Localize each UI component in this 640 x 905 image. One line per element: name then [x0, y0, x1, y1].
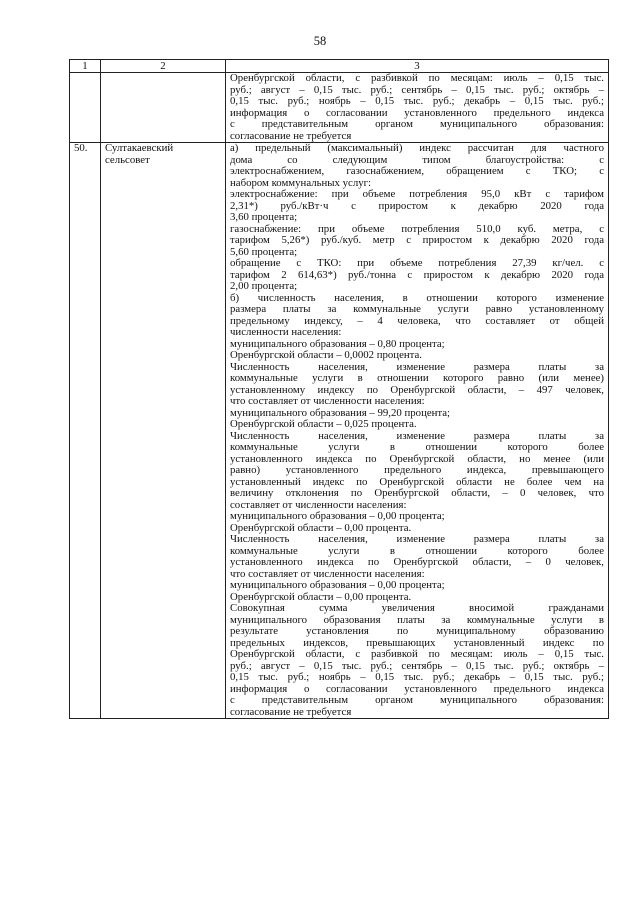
- text-line: руб.; август – 0,15 тыс. руб.; сентябрь – 0,15 тыс. руб.; октябрь –: [230, 83, 604, 96]
- row-number: 50.: [70, 143, 101, 719]
- table-row-50: [70, 143, 609, 719]
- text-line: с представительным органом муниципального образования:: [230, 118, 604, 130]
- text-line: муниципального образования – 99,20 процента;: [230, 406, 451, 419]
- text-line: набором коммунальных услуг:: [230, 176, 372, 189]
- text-line: равно) установленного предельного индекса, превышающего: [230, 464, 604, 476]
- text-line: 0,15 тыс. руб.; ноябрь – 0,15 тыс. руб.; декабрь – 0,15 тыс. руб.;: [230, 95, 604, 107]
- text-line: Оренбургской области – 0,0002 процента.: [230, 349, 422, 361]
- text-line: численности населения:: [230, 326, 342, 338]
- text-line: дома со следующим типом благоустройства: с: [230, 153, 604, 166]
- text-line: Оренбургской области – 0,025 процента.: [230, 418, 417, 430]
- text-line: муниципального образования платы за коммунальные услуги в: [230, 613, 604, 626]
- municipality-name-line-1: Султакаевский: [105, 142, 174, 154]
- text-line: Оренбургской области – 0,00 процента.: [230, 590, 412, 603]
- text-line: коммунальные услуги в отношении которого равно (или менее): [230, 372, 604, 384]
- text-line: Оренбургской области, с разбивкой по месяцам: июль – 0,15 тыс.: [230, 72, 604, 84]
- text-line: Численность населения, изменение размера платы за: [230, 429, 604, 442]
- text-line: установленный индекс по Оренбургской области не более чем на: [230, 475, 604, 488]
- text-line: согласование не требуется: [230, 129, 352, 142]
- text-line: с представительным органом муниципального образования:: [230, 694, 604, 706]
- text-line: коммунальные услуги в отношении которого более: [230, 544, 604, 557]
- text-line: что составляет от численности населения:: [230, 567, 425, 580]
- text-line: тарифом 5,26*) руб./куб. метр с приростом к декабрю 2020 года: [230, 234, 604, 246]
- column-header-3: 3: [226, 60, 609, 73]
- row-50-text-cell: [226, 143, 609, 719]
- text-line: составляет от численности населения:: [230, 498, 407, 511]
- continuation-row: [70, 73, 609, 143]
- text-line: б) численность населения, в отношении которого изменение: [230, 291, 604, 304]
- page-number: 58: [313, 34, 327, 48]
- text-line: 2,31*) руб./кВт·ч с приростом к декабрю 2020 года: [230, 199, 604, 212]
- text-line: 0,15 тыс. руб.; ноябрь – 0,15 тыс. руб.; декабрь – 0,15 тыс. руб.;: [230, 671, 604, 683]
- continuation-text-cell: [226, 73, 609, 143]
- text-line: Оренбургской области, с разбивкой по месяцам: июль – 0,15 тыс.: [230, 648, 604, 660]
- text-line: предельному индексу, – 4 человека, что составляет от общей: [230, 314, 604, 327]
- text-line: 2,00 процента;: [230, 280, 298, 292]
- text-line: установленного индекса по Оренбургской области, – 0 человек,: [230, 556, 604, 568]
- text-line: размера платы за коммунальные услуги равно установленному: [230, 303, 604, 315]
- text-line: муниципального образования – 0,80 процента;: [230, 337, 445, 350]
- text-line: 3,60 процента;: [230, 211, 298, 223]
- table-header-row: [70, 60, 609, 73]
- text-line: муниципального образования – 0,00 процента;: [230, 510, 445, 522]
- text-line: предельных индексов, превышающих установленный индекс по: [230, 636, 604, 649]
- text-line: Численность населения, изменение размера платы за: [230, 533, 604, 545]
- text-line: муниципального образования – 0,00 процента;: [230, 579, 445, 591]
- municipality-name-line-2: сельсовет: [105, 153, 150, 166]
- text-line: результате установления по муниципальному образованию: [230, 625, 604, 637]
- text-line: согласование не требуется: [230, 705, 352, 718]
- continuation-number-cell: [70, 73, 101, 143]
- text-line: Численность населения, изменение размера платы за: [230, 360, 604, 373]
- text-line: что составляет от численности населения:: [230, 395, 425, 407]
- municipal-index-table: [69, 59, 609, 719]
- text-line: коммунальные услуги в отношении которого более: [230, 441, 604, 453]
- column-header-1: 1: [70, 60, 101, 73]
- column-header-2: 2: [101, 60, 226, 73]
- text-line: Совокупная сумма увеличения вносимой гражданами: [230, 602, 604, 614]
- text-line: электроснабжением, газоснабжением, обращением с ТКО; с: [230, 165, 604, 177]
- text-line: информация о согласовании установленного предельного индекса: [230, 682, 604, 695]
- municipality-name-cell: [101, 143, 226, 719]
- text-line: 5,60 процента;: [230, 245, 298, 258]
- text-line: газоснабжение: при объеме потребления 510,0 куб. метра, с: [230, 222, 604, 235]
- text-line: установленному индексу по Оренбургской области, – 497 человек,: [230, 383, 604, 396]
- text-line: информация о согласовании установленного предельного индекса: [230, 106, 604, 119]
- continuation-name-cell: [101, 73, 226, 143]
- text-line: а) предельный (максимальный) индекс рассчитан для частного: [230, 142, 604, 154]
- text-line: Оренбургской области – 0,00 процента.: [230, 521, 412, 534]
- text-line: электроснабжение: при объеме потребления 95,0 кВт с тарифом: [230, 188, 604, 200]
- text-line: величину отклонения по Оренбургской области, – 0 человек, что: [230, 487, 604, 499]
- text-line: установленного индекса по Оренбургской области, но менее (или: [230, 452, 604, 465]
- text-line: обращение с ТКО: при объеме потребления 27,39 кг/чел. с: [230, 257, 604, 269]
- text-line: руб.; август – 0,15 тыс. руб.; сентябрь – 0,15 тыс. руб.; октябрь –: [230, 659, 604, 672]
- text-line: тарифом 2 614,63*) руб./тонна с приростом к декабрю 2020 года: [230, 268, 604, 281]
